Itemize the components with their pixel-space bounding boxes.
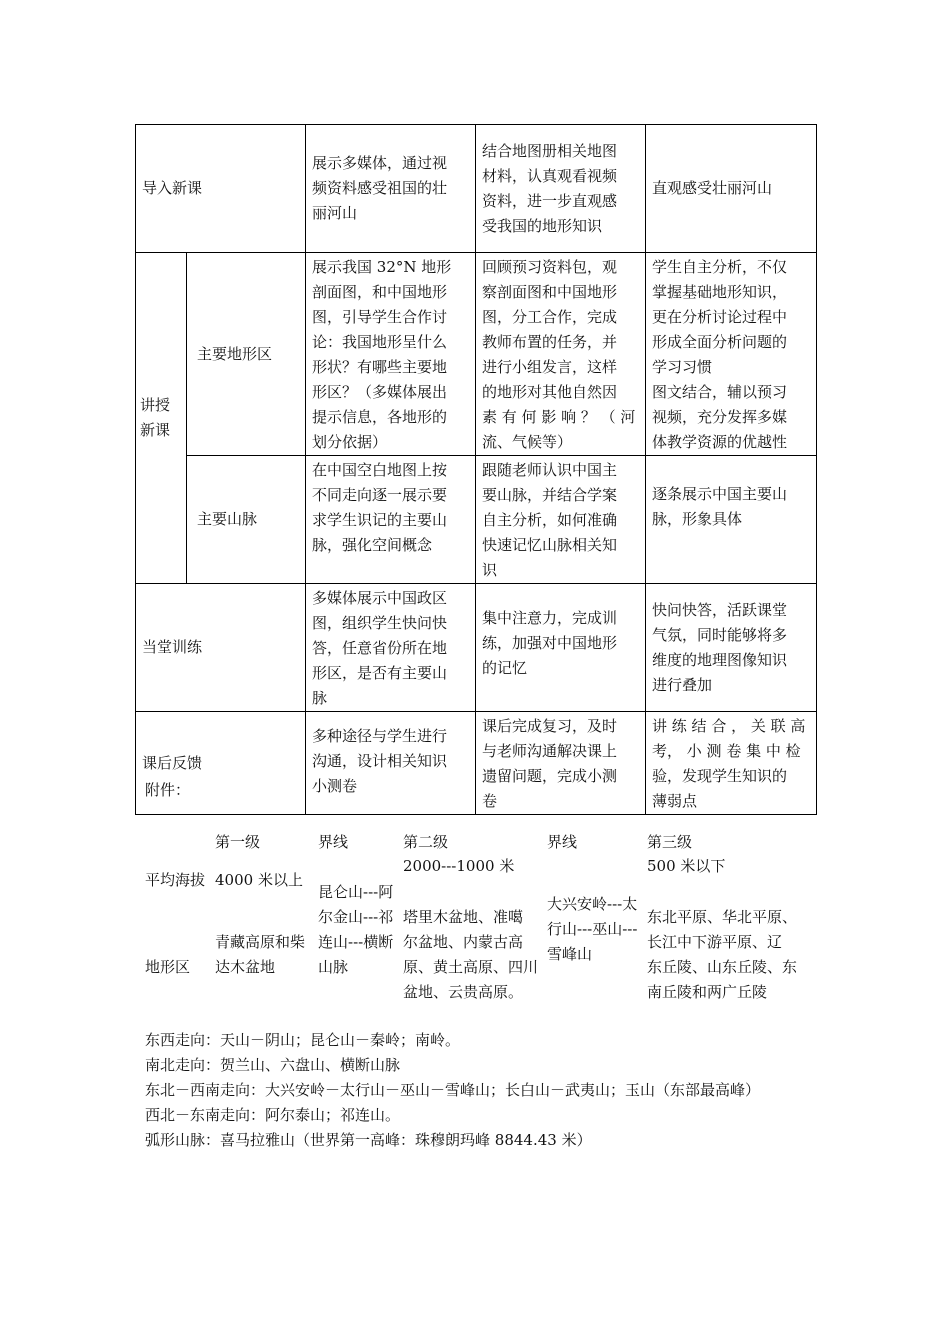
student-activity-cell: 集中注意力，完成训 练，加强对中国地形 的记忆 xyxy=(476,584,646,712)
table-row xyxy=(136,584,817,712)
terrain-boundary2: 大兴安岭---太 行山---巫山--- 雪峰山 xyxy=(547,895,638,963)
design-intent-cell: 逐条展示中国主要山 脉，形象具体 xyxy=(646,456,817,584)
stage-label: 当堂训练 xyxy=(142,638,203,656)
teacher-activity-cell: 在中国空白地图上按 不同走向逐一展示要 求学生识记的主要山 脉，强化空间概念 xyxy=(306,456,476,584)
teacher-activity-cell: 展示多媒体，通过视 频资料感受祖国的壮 丽河山 xyxy=(306,125,476,253)
note-line: 弧形山脉：喜马拉雅山（世界第一高峰：珠穆朗玛峰 8844.43 米） xyxy=(145,1131,592,1149)
sub-stage-cell: 主要地形区 xyxy=(187,253,306,456)
stage-cell xyxy=(136,584,306,712)
student-activity-cell: 跟随老师认识中国主 要山脉，并结合学案 自主分析，如何准确 快速记忆山脉相关知 识 xyxy=(476,456,646,584)
note-line: 西北－东南走向：阿尔泰山；祁连山。 xyxy=(145,1106,401,1124)
terrain-label: 地形区 xyxy=(145,958,191,976)
design-intent-cell: 直观感受壮丽河山 xyxy=(646,125,817,253)
stage-cell xyxy=(136,125,306,253)
table-row xyxy=(136,456,817,584)
lesson-plan-table xyxy=(135,124,817,815)
teacher-activity-cell: 多种途径与学生进行 沟通，设计相关知识 小测卷 xyxy=(306,712,476,815)
header-level1: 第一级 xyxy=(215,833,261,851)
stage-label: 讲授 新课 xyxy=(140,396,171,439)
table-row xyxy=(136,125,817,253)
elevation-label: 平均海拔 xyxy=(145,871,206,889)
header-boundary1: 界线 xyxy=(318,833,349,851)
student-activity-cell: 回顾预习资料包，观 察剖面图和中国地形 图，分工合作，完成 教师布置的任务，并 进行小组发言，这样 的地形对其他自然因 素 有 何 影 响 ？ （ 河 流、气候等） xyxy=(476,253,646,456)
sub-stage-cell: 主要山脉 xyxy=(187,456,306,584)
elevation-level1: 4000 米以上 xyxy=(215,871,303,889)
note-line: 东北－西南走向：大兴安岭－太行山－巫山－雪峰山；长白山－武夷山；玉山（东部最高峰） xyxy=(145,1081,761,1099)
design-intent-cell: 讲 练 结 合 ， 关 联 高 考， 小 测 卷 集 中 检 验，发现学生知识的 薄弱点 xyxy=(646,712,817,815)
note-line: 东西走向：天山－阴山；昆仑山－秦岭；南岭。 xyxy=(145,1031,461,1049)
header-boundary2: 界线 xyxy=(547,833,578,851)
elevation-level3: 500 米以下 xyxy=(647,857,726,875)
terrain-level1: 青藏高原和柴 达木盆地 xyxy=(215,933,306,976)
table-row xyxy=(136,253,817,456)
header-level2: 第二级 xyxy=(403,833,449,851)
note-line: 南北走向：贺兰山、六盘山、横断山脉 xyxy=(145,1056,401,1074)
terrain-level2: 塔里木盆地、准噶 尔盆地、内蒙古高 原、黄土高原、四川 盆地、云贵高原。 xyxy=(403,908,539,1001)
stage-cell xyxy=(136,253,187,584)
design-intent-cell: 学生自主分析，不仅 掌握基础地形知识， 更在分析讨论过程中 形成全面分析问题的 学习习惯 图文结合，辅以预习 视频，充分发挥多媒 体教学资源的优越性 xyxy=(646,253,817,456)
design-intent-cell: 快问快答，活跃课堂 气氛，同时能够将多 维度的地理图像知识 进行叠加 xyxy=(646,584,817,712)
student-activity-cell: 课后完成复习，及时 与老师沟通解决课上 遗留问题，完成小测 卷 xyxy=(476,712,646,815)
student-activity-cell: 结合地图册相关地图 材料，认真观看视频 资料，进一步直观感 受我国的地形知识 xyxy=(476,125,646,253)
elevation-level2: 2000---1000 米 xyxy=(403,857,515,875)
terrain-boundary1: 昆仑山---阿 尔金山---祁 连山---横断 山脉 xyxy=(318,883,394,976)
terrain-level3: 东北平原、华北平原、 长江中下游平原、辽 东丘陵、山东丘陵、东 南丘陵和两广丘陵 xyxy=(647,908,798,1001)
table-row xyxy=(136,712,817,815)
attachment-label: 附件： xyxy=(145,781,191,799)
stage-label: 课后反馈 xyxy=(142,753,203,772)
teacher-activity-cell: 多媒体展示中国政区 图，组织学生快问快 答，任意省份所在地 形区，是否有主要山 脉 xyxy=(306,584,476,712)
header-level3: 第三级 xyxy=(647,833,693,851)
teacher-activity-cell: 展示我国 32°N 地形 剖面图，和中国地形 图，引导学生合作讨 论：我国地形呈什么 形状？有哪些主要地 形区？（多媒体展出 提示信息，各地形的 划分依据） xyxy=(306,253,476,456)
stage-label: 导入新课 xyxy=(142,179,203,197)
